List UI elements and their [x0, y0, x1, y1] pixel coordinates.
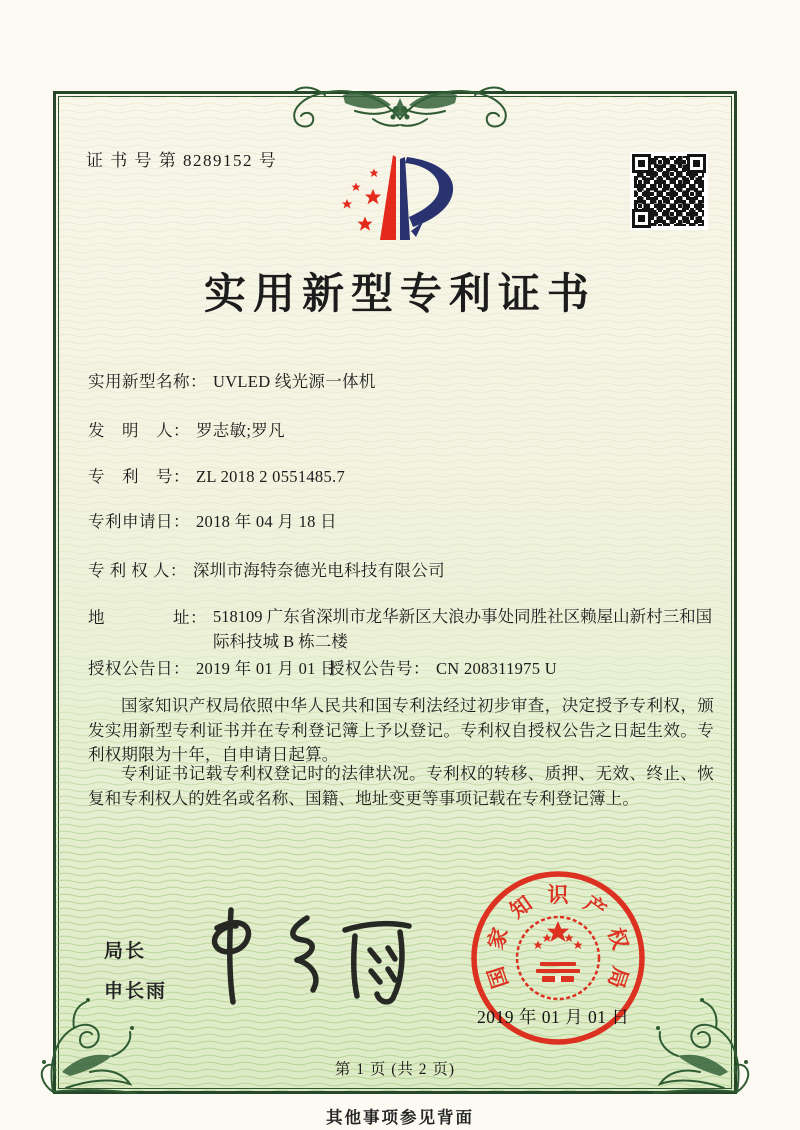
field-label: 发 明 人： [88, 421, 190, 440]
field-grant-number [328, 655, 557, 679]
svg-text:局: 局 [603, 963, 633, 992]
seal-national-emblem [517, 917, 599, 999]
svg-text:识: 识 [547, 883, 569, 907]
svg-text:权: 权 [603, 924, 633, 953]
field-label: 专 利 号： [88, 467, 190, 486]
bottom-right-flourish [642, 976, 772, 1106]
svg-text:国: 国 [483, 963, 513, 992]
field-utility-model-name [88, 368, 376, 392]
field-label: 地 址： [88, 608, 207, 627]
field-value: 2018 年 04 月 18 日 [196, 512, 337, 531]
field-label: 授权公告号： [328, 659, 430, 678]
qr-finder-bottom-left [632, 209, 651, 228]
logo-navy-p [400, 157, 453, 240]
field-inventor [88, 417, 285, 441]
qr-finder-top-left [632, 154, 651, 173]
field-value: 罗志敏;罗凡 [196, 421, 285, 440]
field-value: CN 208311975 U [436, 659, 557, 678]
field-value: UVLED 线光源一体机 [213, 372, 376, 391]
director-signature [195, 898, 425, 1013]
field-address [88, 604, 721, 654]
top-center-ornament [285, 72, 515, 140]
field-value: 深圳市海特奈德光电科技有限公司 [192, 561, 445, 580]
svg-text:产: 产 [579, 891, 611, 923]
seal-date: 2019 年 01 月 01 日 [477, 1007, 630, 1027]
logo-red-spike [380, 155, 396, 240]
svg-text:知: 知 [505, 891, 537, 923]
field-filing-date [88, 508, 337, 532]
certificate-number: 证 书 号 第 8289152 号 [86, 151, 278, 170]
field-label: 专 利 权 人： [88, 561, 187, 580]
page-number: 第 1 页 (共 2 页) [334, 1061, 456, 1078]
svg-text:家: 家 [483, 924, 513, 953]
field-grant-date [88, 655, 337, 679]
patent-office-logo [333, 143, 473, 258]
field-patent-number [88, 463, 345, 487]
director-name: 申长雨 [104, 981, 168, 1002]
certificate-title: 实用新型专利证书 [203, 272, 596, 318]
field-value: ZL 2018 2 0551485.7 [196, 467, 345, 486]
field-label: 实用新型名称： [88, 372, 207, 391]
field-patentee [88, 557, 445, 581]
qr-code [630, 152, 708, 230]
back-side-note: 其他事项参见背面 [326, 1108, 474, 1127]
logo-stars [342, 169, 381, 231]
field-value: 2019 年 01 月 01 日 [196, 659, 337, 678]
qr-finder-top-right [687, 154, 706, 173]
body-paragraph-1: 国家知识产权局依照中华人民共和国专利法经过初步审查，决定授予专利权，颁发实用新型专利证书并在专利登记簿上予以登记。专利权自授权公告之日起生效。专利权期限为十年，自申请日起算。 [88, 696, 714, 764]
field-label: 专利申请日： [88, 512, 190, 531]
field-label: 授权公告日： [88, 659, 190, 678]
body-paragraph-2: 专利证书记载专利权登记时的法律状况。专利权的转移、质押、无效、终止、恢复和专利权人的姓名或名称、国籍、地址变更等事项记载在专利登记簿上。 [88, 764, 714, 808]
field-value: 518109 广东省深圳市龙华新区大浪办事处同胜社区赖屋山新村三和国际科技城 B 栋二楼 [213, 607, 713, 651]
seal-agency-text [483, 883, 632, 991]
director-title: 局长 [104, 941, 147, 962]
